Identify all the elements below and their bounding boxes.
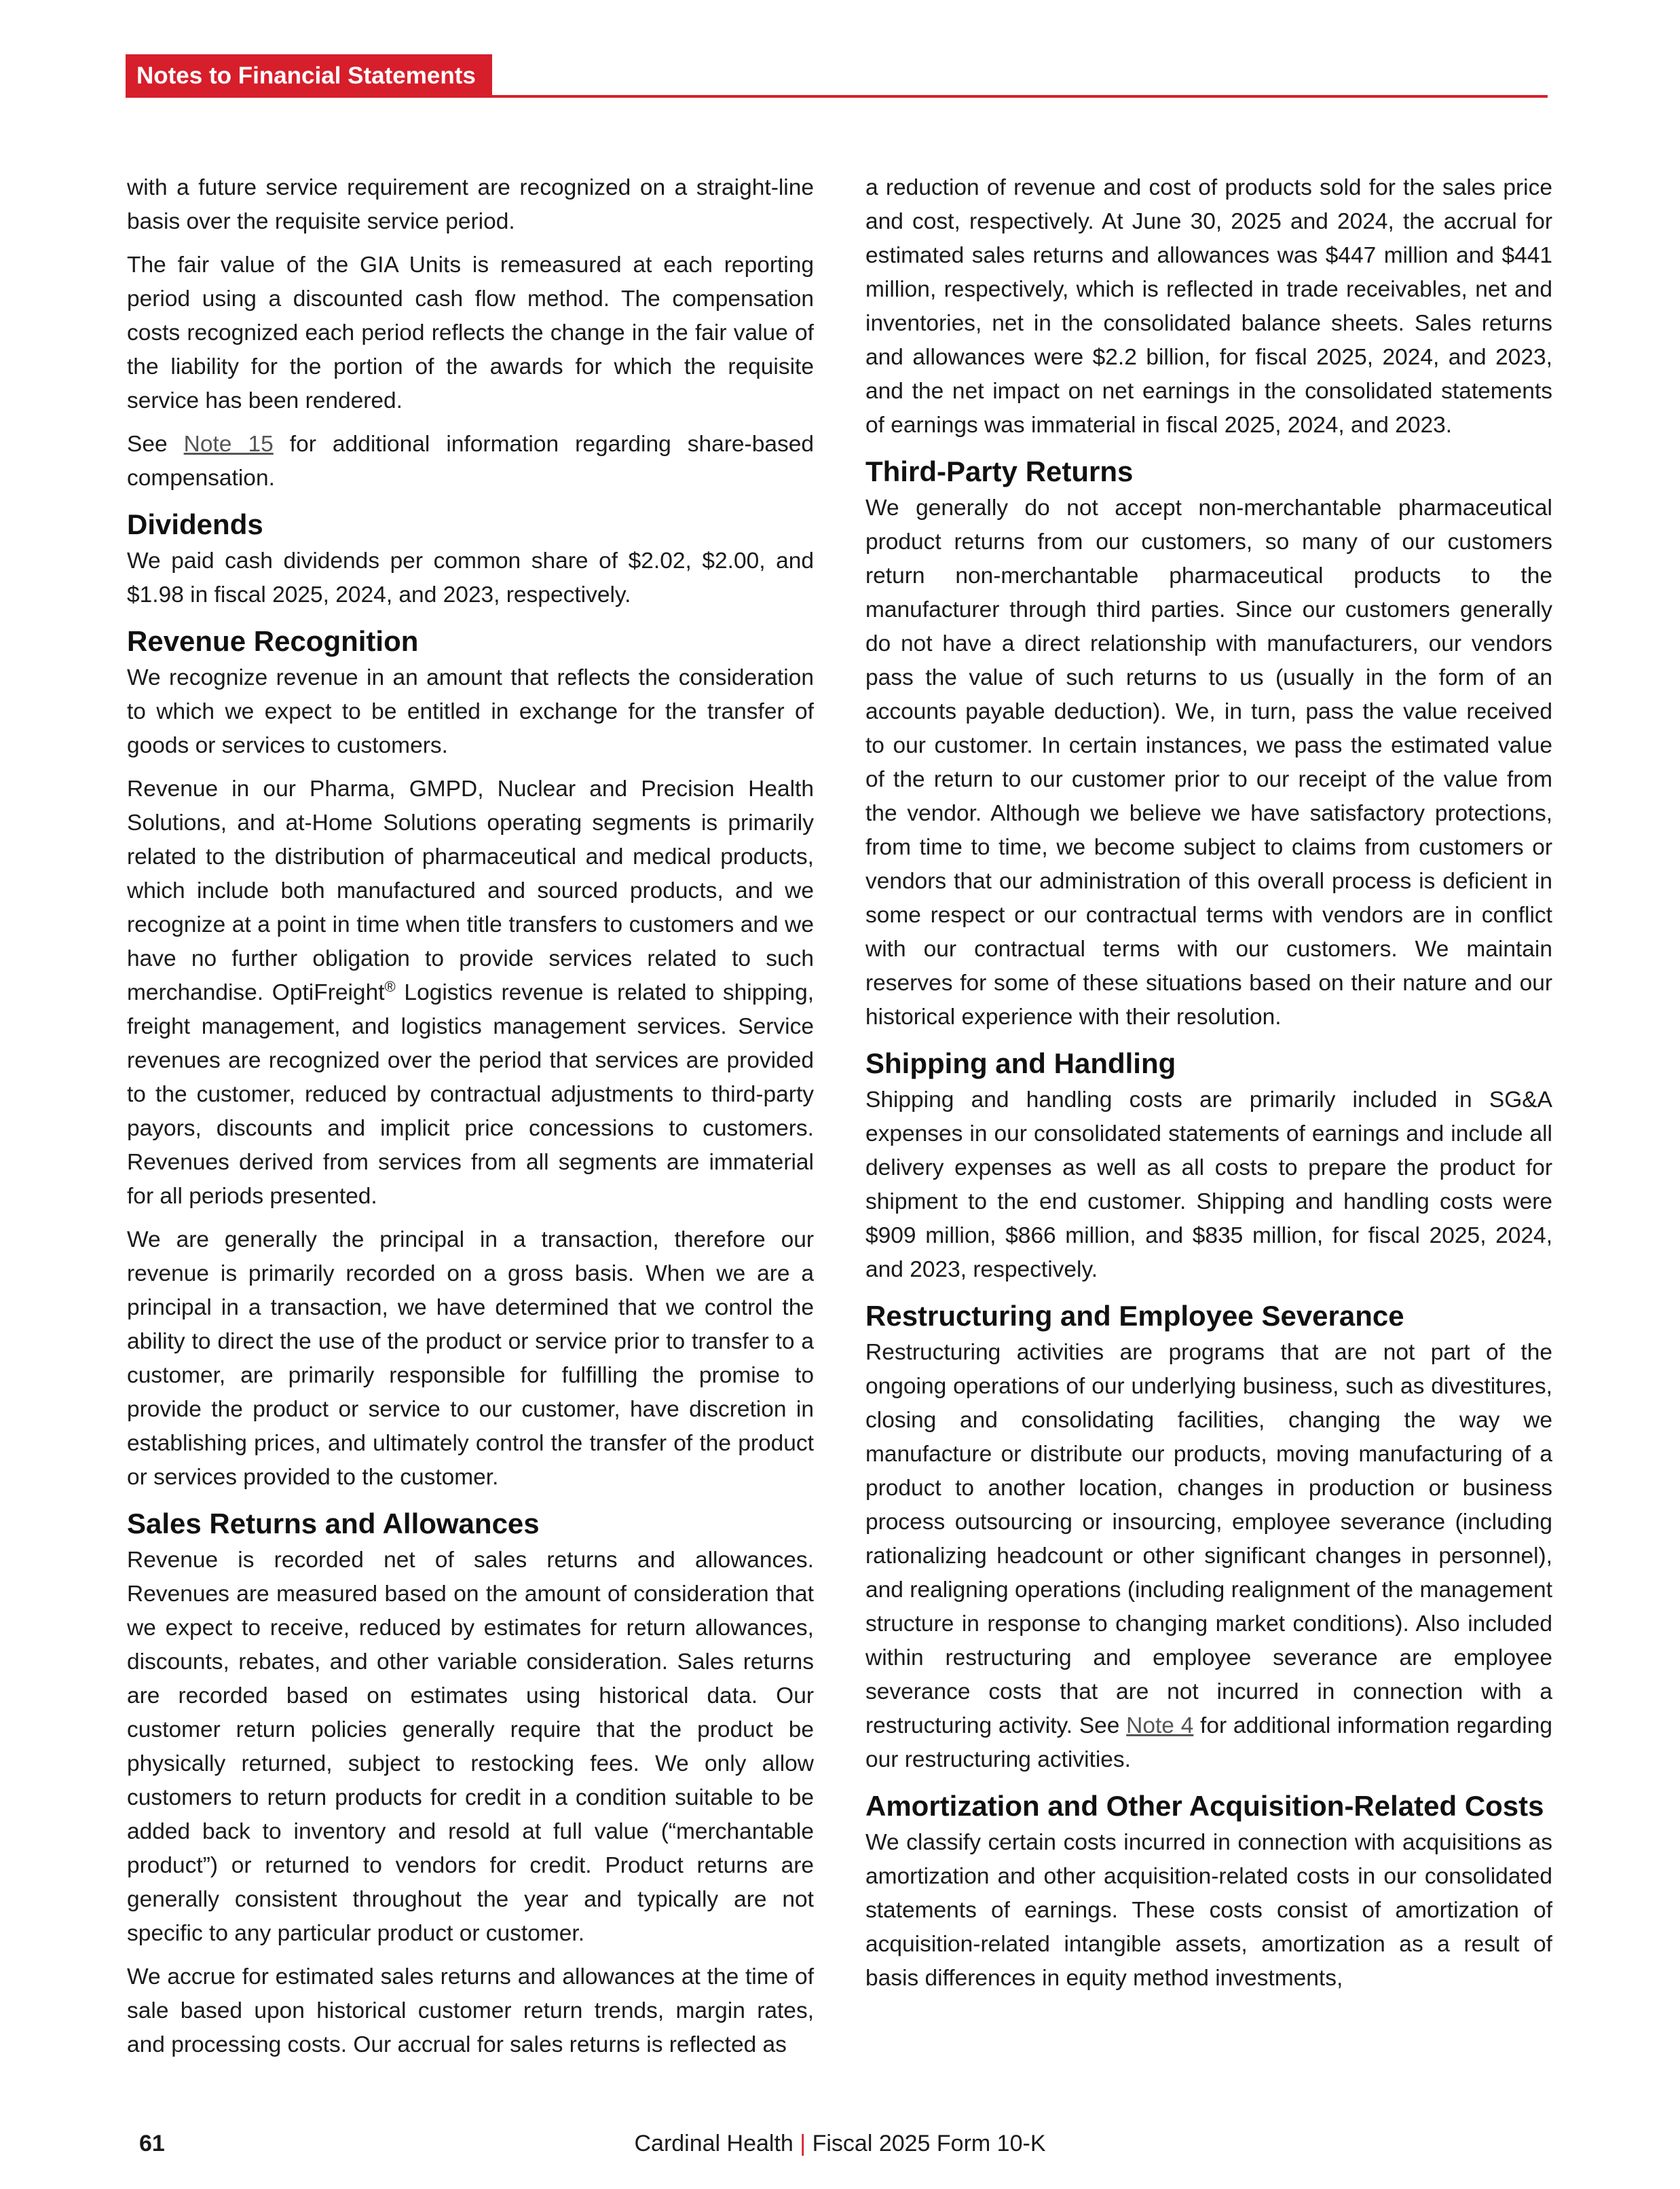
text-span: Logistics revenue is related to shipping, freight management, and logistics management services. Service revenues are recognized over the period that services are provided to the customer, reduced by contractual adjustments to third-party payors, discounts and implicit price concessions to customers. Revenues derived from services from all segments are immaterial for all periods presented.	[127, 980, 815, 1209]
paragraph: We recognize revenue in an amount that reflects the consideration to which we expect to be entitled in exchange for the transfer of goods or services to customers.	[127, 665, 814, 758]
text-span: See	[127, 432, 184, 457]
paragraph: a reduction of revenue and cost of products sold for the sales price and cost, respectively. At June 30, 2025 and 2024, the accrual for estimated sales returns and allowances was $447 million and $441 million, respectively, which is reflected in trade receivables, net and inventories, net in the consolidated balance sheets. Sales returns and allowances were $2.2 billion, for fiscal 2025, 2024, and 2023, and the net impact on net earnings in the consolidated statements of earnings was immaterial in fiscal 2025, 2024, and 2023.	[865, 175, 1552, 438]
text-span: Revenue in our Pharma, GMPD, Nuclear and Precision Health Solutions, and at-Home Solutions operating segments is primarily related to the distribution of pharmaceutical and medical products, which include both manufactured and sourced products, and we recognize at a point in time when title transfers to customers and we have no further obligation to provide services related to such merchandise. OptiFreight	[127, 777, 814, 1005]
header-rule	[126, 95, 1548, 98]
footer-text	[0, 2130, 1680, 2157]
text-span: for additional information regarding our restructuring activities.	[865, 1713, 1552, 1772]
right-column	[865, 171, 1552, 2005]
footer-doc: Fiscal 2025 Form 10-K	[812, 2131, 1046, 2156]
footer-company: Cardinal Health	[634, 2131, 794, 2156]
paragraph	[127, 772, 814, 1214]
note-15-link[interactable]: Note 15	[183, 432, 274, 457]
paragraph: with a future service requirement are recognized on a straight-line basis over the requisite service period.	[127, 175, 814, 234]
paragraph: The fair value of the GIA Units is remeasured at each reporting period using a discounted cash flow method. The compensation costs recognized each period reflects the change in the fair value of the liability for the portion of the awards for which the requisite service has been rendered.	[127, 252, 814, 413]
text-span: Restructuring activities are programs that are not part of the ongoing operations of our underlying business, such as divestitures, closing and consolidating facilities, changing the way we manufacture or distribute our products, moving manufacturing of a product to another location, changes in production or business process outsourcing or insourcing, employee severance (including rationalizing headcount or other significant changes in personnel), and realigning operations (including realignment of the management structure in response to changing market conditions). Also included within restructuring and employee severance are employee severance costs that are not incurred in connection with a restructuring activity. See	[865, 1340, 1552, 1738]
heading-shipping-handling: Shipping and Handling	[865, 1047, 1176, 1079]
paragraph: We are generally the principal in a transaction, therefore our revenue is primarily recorded on a gross basis. When we are a principal in a transaction, we have determined that we control the ability to direct the use of the product or service prior to transfer to a customer, are primarily responsible for fulfilling the promise to provide the product or service to our customer, have discretion in establishing prices, and ultimately control the transfer of the product or services provided to the customer.	[127, 1227, 814, 1490]
left-column	[127, 171, 814, 2072]
page-number: 61	[139, 2131, 165, 2156]
footer-separator: |	[800, 2131, 806, 2156]
heading-dividends: Dividends	[127, 508, 263, 540]
heading-restructuring: Restructuring and Employee Severance	[865, 1300, 1404, 1332]
paragraph: We classify certain costs incurred in connection with acquisitions as amortization and other acquisition-related costs in our consolidated statements of earnings. These costs consist of amortization of acquisition-related intangible assets, amortization as a result of basis differences in equity method investments,	[865, 1830, 1552, 1991]
paragraph: We accrue for estimated sales returns and allowances at the time of sale based upon historical customer return trends, margin rates, and processing costs. Our accrual for sales returns is reflected as	[127, 1964, 814, 2057]
text-span: for additional information regarding share-based compensation.	[127, 432, 814, 491]
heading-third-party-returns: Third-Party Returns	[865, 455, 1134, 487]
paragraph	[865, 1336, 1552, 1777]
heading-amortization: Amortization and Other Acquisition-Related Costs	[865, 1790, 1544, 1822]
heading-revenue-recognition: Revenue Recognition	[127, 625, 419, 657]
heading-sales-returns: Sales Returns and Allowances	[127, 1508, 540, 1539]
section-header-title: Notes to Financial Statements	[136, 62, 476, 89]
registered-mark: ®	[384, 977, 396, 995]
section-header-tab	[126, 54, 492, 98]
note-4-link[interactable]: Note 4	[1126, 1713, 1194, 1738]
paragraph: We generally do not accept non-merchantable pharmaceutical product returns from our customers, so many of our customers return non-merchantable pharmaceutical products to the manufacturer through third parties. Since our customers generally do not have a direct relationship with manufacturers, our vendors pass the value of such returns to us (usually in the form of an accounts payable deduction). We, in turn, pass the value received to our customer. In certain instances, we pass the estimated value of the return to our customer prior to our receipt of the value from the vendor. Although we believe we have satisfactory protections, from time to time, we become subject to claims from customers or vendors that our administration of this overall process is deficient in some respect or our contractual terms with vendors are in conflict with our contractual terms with our customers. We maintain reserves for some of these situations based on their nature and our historical experience with their resolution.	[865, 495, 1552, 1030]
paragraph	[127, 428, 814, 495]
paragraph: We paid cash dividends per common share of $2.02, $2.00, and $1.98 in fiscal 2025, 2024, and 2023, respectively.	[127, 548, 814, 607]
paragraph: Revenue is recorded net of sales returns and allowances. Revenues are measured based on the amount of consideration that we expect to receive, reduced by estimates for return allowances, discounts, rebates, and other variable consideration. Sales returns are recorded based on estimates using historical data. Our customer return policies generally require that the product be physically returned, subject to restocking fees. We only allow customers to return products for credit in a condition suitable to be added back to inventory and resold at full value (“merchantable product”) or returned to vendors for credit. Product returns are generally consistent throughout the year and typically are not specific to any particular product or customer.	[127, 1548, 814, 1946]
paragraph: Shipping and handling costs are primarily included in SG&A expenses in our consolidated statements of earnings and include all delivery expenses as well as all costs to prepare the product for shipment to the end customer. Shipping and handling costs were $909 million, $866 million, and $835 million, for fiscal 2025, 2024, and 2023, respectively.	[865, 1087, 1552, 1282]
